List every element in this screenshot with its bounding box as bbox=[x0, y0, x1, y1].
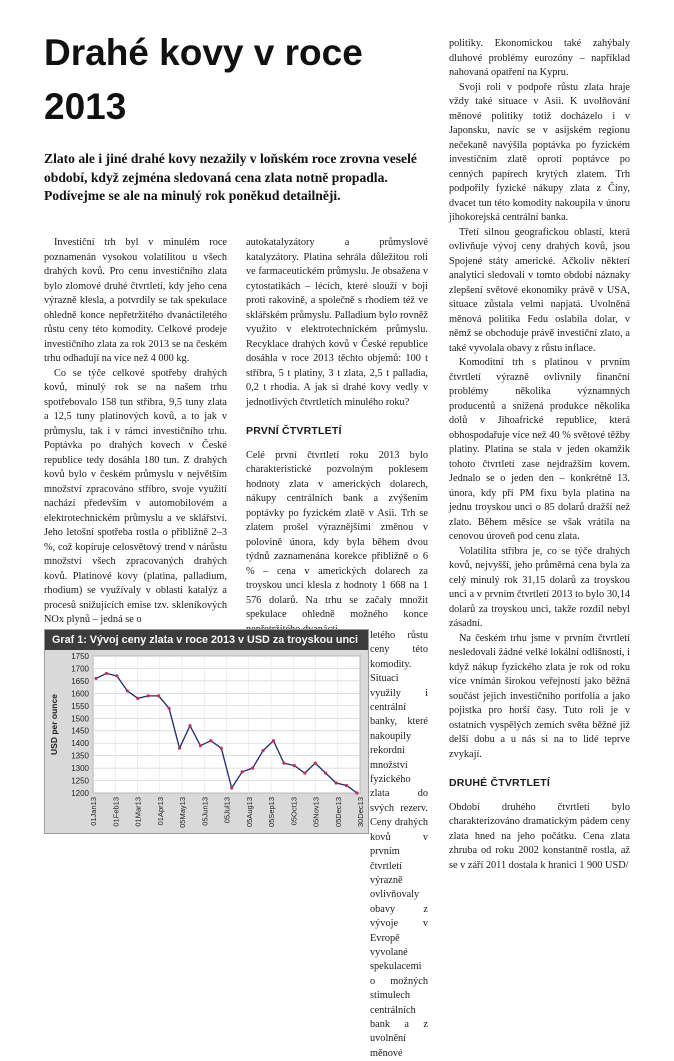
paragraph: letého růstu ceny této komodity. Situaci využily i centrální banky, které nakoupily rekordní množství fyzického zlata do svých rezerv. Ceny drahých kovů v prvním čtvrtletí výrazně ovlivňovaly obavy z vývoje v Evropě vyvolané spekulacemi o možných stimulech centrálních bank a z uvolnění měnové bbox=[370, 630, 428, 1059]
x-tick-label: 01Feb13 bbox=[111, 797, 121, 827]
y-tick-label: 1750 bbox=[71, 652, 89, 661]
paragraph: politiky. Ekonomickou také zahýbaly dluhové problémy eurozóny – například nahovaná opatření na Kypru. bbox=[449, 38, 630, 78]
y-axis-label: USD per ounce bbox=[49, 694, 59, 755]
x-tick-label: 01Apr13 bbox=[155, 797, 165, 826]
data-point bbox=[355, 791, 358, 794]
paragraph: Třetí silnou geografickou oblastí, která ovlivňuje vývoj ceny drahých kovů, jsou Spojené státy americké. Ačkoliv některí analytici sledovali v tomto období náznaky zlepšení světové ekonomiky právě v USA, situace zůstala velmi napjatá. Uvolněná měnová politika Fedu oslabila dolar, v němž se obchoduje právě investiční zlato, a také vyvolala obavy z růstu inflace. bbox=[449, 226, 630, 354]
x-tick-label: 05Jun13 bbox=[200, 797, 210, 826]
y-tick-label: 1300 bbox=[71, 764, 89, 774]
y-tick-label: 1550 bbox=[71, 701, 89, 711]
y-tick-label: 1400 bbox=[71, 739, 89, 749]
data-point bbox=[178, 747, 181, 750]
data-point bbox=[303, 771, 306, 774]
x-tick-label: 05Jul13 bbox=[222, 797, 232, 824]
data-point bbox=[251, 766, 254, 769]
x-tick-label: 01Mar13 bbox=[133, 797, 143, 827]
x-tick-label: 01Jan13 bbox=[89, 797, 98, 826]
x-tick-label: 05Dec13 bbox=[333, 797, 343, 828]
x-tick-label: 05May13 bbox=[178, 797, 187, 828]
y-tick-label: 1250 bbox=[71, 776, 89, 786]
chart-plot bbox=[45, 650, 368, 833]
x-tick-label: 05Nov13 bbox=[311, 797, 321, 828]
paragraph: autokatalyzátory a průmyslové katalyzátory. Platina sehrála důležitou roli ve farmaceutickém průmyslu. Je obsažena v cytostatikách – lécích, které slouží v boji proti rakovině, a společně s rhodiem též ve sklářském průmyslu. Palladium bylo rovněž využito v elektrotechnickém průmyslu. Recyklace drahých kovů v České republice dosáhla v roce 2013 těchto objemů: 100 t stříbra, 5 t platiny, 3 t zlata, 2,5 t palladia, 0,2 t rhodia. A jak si drahé kovy vedly v jednotlivých čtvrtletích minulého roku? bbox=[246, 237, 428, 408]
data-point bbox=[147, 694, 150, 697]
x-tick-label: 30Dec13 bbox=[356, 797, 365, 828]
data-point bbox=[157, 694, 160, 697]
data-point bbox=[126, 689, 129, 692]
data-point bbox=[345, 784, 348, 787]
data-point bbox=[314, 762, 317, 765]
paragraph: Investiční trh byl v minulém roce poznamenán vysokou volatilitou u všech drahých kovů. Pro cenu investičního zlata bylo zlomové druhé čtvrtletí, kdy jeho cena výrazně klesla, a potvrdily se tak spekulace ohledně konce nepřetržitého dvanáctiletého růstu ceny této komodity. Celkové prodeje investičního zlata za rok 2013 se na českém trhu odhadují na více než 4 000 kg. bbox=[44, 237, 227, 364]
column-2-continued bbox=[370, 629, 428, 1061]
data-point bbox=[188, 724, 191, 727]
data-point bbox=[167, 707, 170, 710]
section-heading-q2: DRUHÉ ČTVRTLETÍ bbox=[449, 777, 550, 789]
paragraph: Co se týče celkové spotřeby drahých kovů, minulý rok se na našem trhu spotřebovalo 158 tun stříbra, 9,5 tuny zlata a 12,5 tuny platinových kovů, a to jak v průmyslu, tak i v rámci investičního trhu. Poptávka po drahých kovech v České republice tedy dosáhla 180 tun. Z drahých kovů bylo v českém průmyslu v největším množství zpracováno stříbro, svoje využití nachází především v automobilovém a elektrotechnickém průmyslu a ve sklářství. Jeho letošní spotřeba rostla o přibližně 2–3 %, což kopíruje celosvětový trend v nárůstu množství všech zpracovaných drahých kovů. Platinové kovy (platina, palladium, rhodium) se využívaly v oblasti katalýz a procesů snižujících emise tzv. skleníkových NOx plynů – jedná se o bbox=[44, 367, 227, 625]
paragraph: Svoji roli v podpoře růstu zlata hraje vždy také situace v Asii. K uvolňování měnové politiky totiž docházelo i v Japonsku, navíc se v asijském regionu nečekaně navýšila poptávka po fyzickém investičním zlatě oproti poptávce po cenných papírech krytých zlatem. Trh podpořily fyzické nákupy zlata z Číny, dvacet tun této komodity nakoupila v únoru jihokorejská centrální banka. bbox=[449, 81, 630, 223]
section-heading-q1: PRVNÍ ČTVRTLETÍ bbox=[246, 425, 342, 437]
data-point bbox=[115, 674, 118, 677]
title-line-1: Drahé kovy v roce bbox=[44, 32, 363, 73]
paragraph: Komoditní trh s platinou v prvním čtvrtletí výrazně ovlivnily finanční problémy několika významných producentů a snížená produkce několika dolů v Jihoafrické republice, která obhospodařuje více než 40 % světové těžby platiny. Platina se stala v jeden okamžik tohoto čtvrtletí zase nejdražším kovem. Jednalo se o jeden den – konkrétně 13. února, kdy při PM fixu byla platina na jednu troyskou unci o 85 dolarů dražší než zlato. Během měsíce se však vrátila na cenovou úroveň pod cenu zlata. bbox=[449, 357, 630, 542]
y-tick-label: 1200 bbox=[71, 789, 89, 798]
article-title bbox=[44, 26, 424, 134]
data-point bbox=[220, 747, 223, 750]
y-tick-label: 1650 bbox=[71, 676, 89, 686]
column-1 bbox=[44, 236, 227, 628]
data-point bbox=[293, 764, 296, 767]
paragraph: Celé první čtvrtletí roku 2013 bylo charakteristické pozvolným poklesem hodnoty zlata v amerických dolarech, nákupy centrálních bank a zvýšením poptávky po fyzickém zlatě v Asii. Trh se zlatem prošel výraznějšími změnou v polovině února, kdy byla během dvou týdnů zaznamenána korekce přibližně o 6 % – cena v amerických dolarech za troyskou unci klesla z hodnoty 1 668 na 1 576 dolarů. Na trhu se začaly množit spekulace ohledně možného konce bbox=[246, 449, 428, 620]
data-point bbox=[199, 744, 202, 747]
gold-price-chart bbox=[44, 629, 369, 834]
chart-title: Graf 1: Vývoj ceny zlata v roce 2013 v USD za troyskou unci bbox=[45, 630, 368, 650]
x-tick-label: 05Aug13 bbox=[244, 797, 254, 828]
data-point bbox=[94, 677, 97, 680]
column-2 bbox=[246, 236, 428, 637]
paragraph: Volatilita stříbra je, co se týče drahých kovů, nejvyšší, jeho průměrná cena byla za celý minulý rok 31,15 dolarů za troyskou unci a v prvním čtvrtletí 2013 to bylo 30,14 dolarů za troyskou unci, takže rozdíl nebyl zásadní. bbox=[449, 545, 630, 629]
data-point bbox=[324, 771, 327, 774]
column-3 bbox=[449, 37, 630, 873]
data-point bbox=[105, 672, 108, 675]
y-tick-label: 1600 bbox=[71, 689, 89, 699]
data-point bbox=[335, 781, 338, 784]
data-point bbox=[230, 786, 233, 789]
article-lead: Zlato ale i jiné drahé kovy nezažily v loňském roce zrovna veselé období, když zejména sledovaná cena zlata notně propadla. Podívejme se ale na minulý rok poněkud detailněji. bbox=[44, 151, 417, 203]
paragraph: Období druhého čtvrtletí bylo charakterizováno dramatickým pádem ceny zlata hned na jeho počátku. Cena zlata zhruba od roku 2002 konstantně rostla, až se v září 2011 dostala k hranici 1 900 USD/ bbox=[449, 801, 630, 871]
data-point bbox=[261, 749, 264, 752]
y-tick-label: 1700 bbox=[71, 664, 89, 674]
data-point bbox=[136, 697, 139, 700]
data-point bbox=[272, 739, 275, 742]
y-tick-label: 1500 bbox=[71, 714, 89, 724]
data-point bbox=[209, 739, 212, 742]
y-tick-label: 1350 bbox=[71, 751, 89, 761]
paragraph: Na českém trhu jsme v prvním čtvrtletí nesledovali žádné velké lokální odlišnosti, i když nákup fyzického zlata je rok od roku více vnímán širokou veřejností jako běžná součást jejich investičního portfolia a jako pojistka pro horší časy. Tuto roli je v ostatních vyspělých zemích světa běžné již delší dobu a u nás si na to lidé teprve zvykají. bbox=[449, 632, 630, 760]
data-point bbox=[241, 770, 244, 773]
data-point bbox=[282, 762, 285, 765]
title-line-2: 2013 bbox=[44, 86, 127, 127]
x-tick-label: 05Oct13 bbox=[289, 797, 299, 826]
y-tick-label: 1450 bbox=[71, 726, 89, 736]
x-tick-label: 05Sep13 bbox=[267, 797, 276, 828]
